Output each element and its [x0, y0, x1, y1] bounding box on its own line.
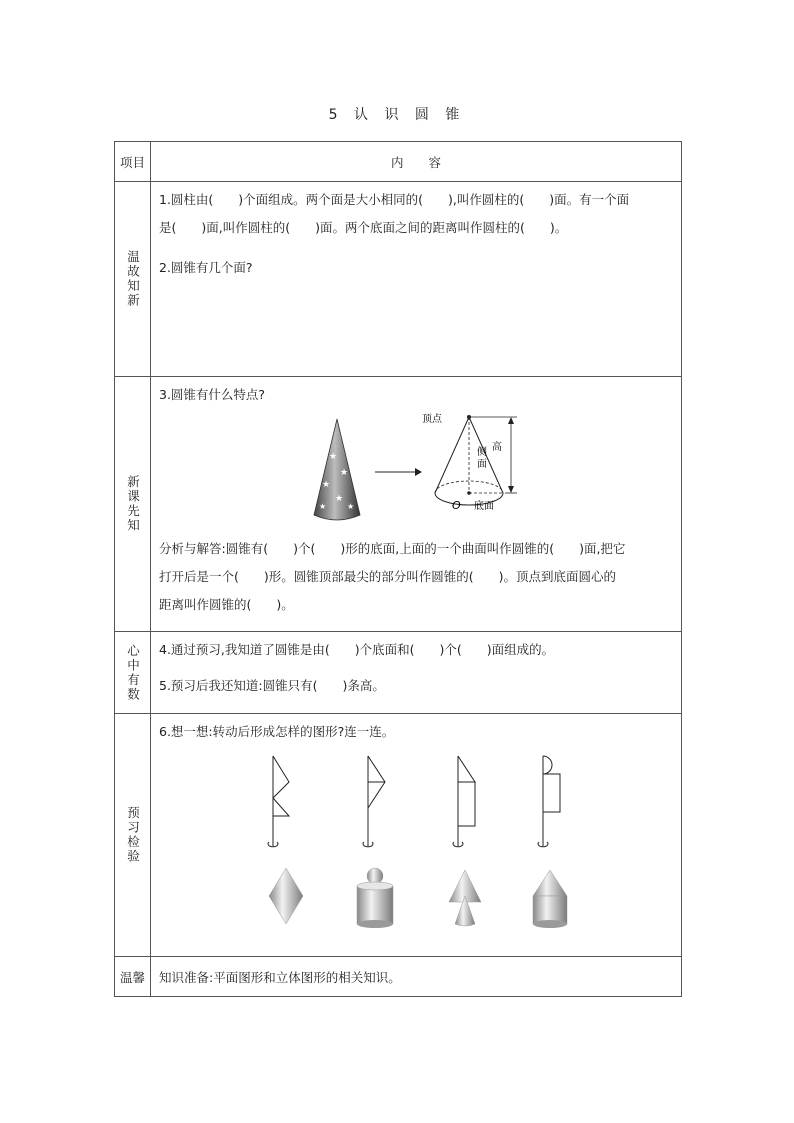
apex-label: 顶点: [422, 414, 442, 425]
check-content: [151, 714, 682, 957]
new-lesson-row: [115, 377, 682, 632]
rotation-figures: [159, 746, 674, 946]
q1-line1: 1.圆柱由( )个面组成。两个面是大小相同的( ),叫作圆柱的( )面。有一个面: [159, 192, 630, 207]
q4-text: 4.通过预习,我知道了圆锥是由( )个底面和( )个( )面组成的。: [159, 642, 555, 657]
check-label-cell: [115, 714, 151, 957]
tip-content: [151, 957, 682, 997]
center-label: O: [452, 499, 461, 512]
party-hat-icon: [314, 419, 360, 520]
base-label: 底面: [474, 501, 494, 512]
tip-label-cell: [115, 957, 151, 997]
plane-figure-double-triangle-icon: [268, 756, 289, 847]
review-row: [115, 182, 682, 377]
q1-line2: 是( )面,叫作圆柱的( )面。两个底面之间的距离叫作圆柱的( )。: [159, 220, 568, 235]
check-row: [115, 714, 682, 957]
review-label: 温故知新: [125, 250, 141, 308]
mind-label-cell: [115, 632, 151, 714]
preview-table: [114, 141, 682, 997]
height-label: 高: [492, 442, 502, 453]
arrow-right-icon: [375, 468, 422, 476]
svg-text:★: ★: [329, 452, 338, 462]
new-lesson-content: [151, 377, 682, 632]
tip-label: 温馨: [119, 969, 145, 985]
cone-diagram: [159, 409, 674, 527]
solid-double-cone-icon: [269, 868, 303, 924]
q3-text: 3.圆锥有什么特点?: [159, 387, 266, 402]
tip-row: [115, 957, 682, 997]
q5-text: 5.预习后我还知道:圆锥只有( )条高。: [159, 678, 385, 693]
answer-line1: 分析与解答:圆锥有( )个( )形的底面,上面的一个曲面叫作圆锥的( )面,把它: [159, 541, 626, 556]
svg-text:★: ★: [335, 494, 344, 504]
answer-line3: 距离叫作圆锥的( )。: [159, 597, 294, 612]
review-content: [151, 182, 682, 377]
plane-figure-kite-icon: [363, 756, 385, 847]
mind-content: [151, 632, 682, 714]
solid-cone-cylinder-icon: [533, 870, 567, 928]
review-label-cell: [115, 182, 151, 377]
side-label-2: 面: [477, 459, 487, 470]
svg-text:★: ★: [340, 468, 349, 478]
svg-text:★: ★: [322, 480, 331, 490]
solid-two-cones-icon: [449, 870, 481, 926]
tip-text: 知识准备:平面图形和立体图形的相关知识。: [159, 969, 401, 985]
page-title: 5 认 识 圆 锥: [328, 107, 466, 123]
header-item-label: 项目: [119, 154, 145, 170]
answer-line2: 打开后是一个( )形。圆锥顶部最尖的部分叫作圆锥的( )。顶点到底面圆心的: [159, 569, 617, 584]
q2-text: 2.圆锥有几个面?: [159, 260, 253, 275]
plane-figure-triangle-rectangle-icon: [453, 756, 475, 847]
solid-sphere-cylinder-icon: [357, 868, 393, 928]
header-content-label: 内 容: [390, 154, 441, 170]
mind-label: 心中有数: [125, 643, 141, 702]
header-col-content: [151, 142, 682, 182]
header-col-item: [115, 142, 151, 182]
check-label: 预习检验: [125, 806, 141, 864]
svg-text:★: ★: [347, 502, 355, 511]
new-lesson-label: 新课先知: [125, 475, 141, 533]
header-row: [115, 142, 682, 182]
svg-text:★: ★: [319, 502, 327, 511]
new-lesson-label-cell: [115, 377, 151, 632]
side-label-1: 侧: [477, 447, 487, 458]
q6-text: 6.想一想:转动后形成怎样的图形?连一连。: [159, 724, 395, 739]
mind-row: [115, 632, 682, 714]
geometric-cone-icon: [422, 412, 517, 512]
plane-figure-semicircle-rectangle-icon: [538, 756, 560, 847]
